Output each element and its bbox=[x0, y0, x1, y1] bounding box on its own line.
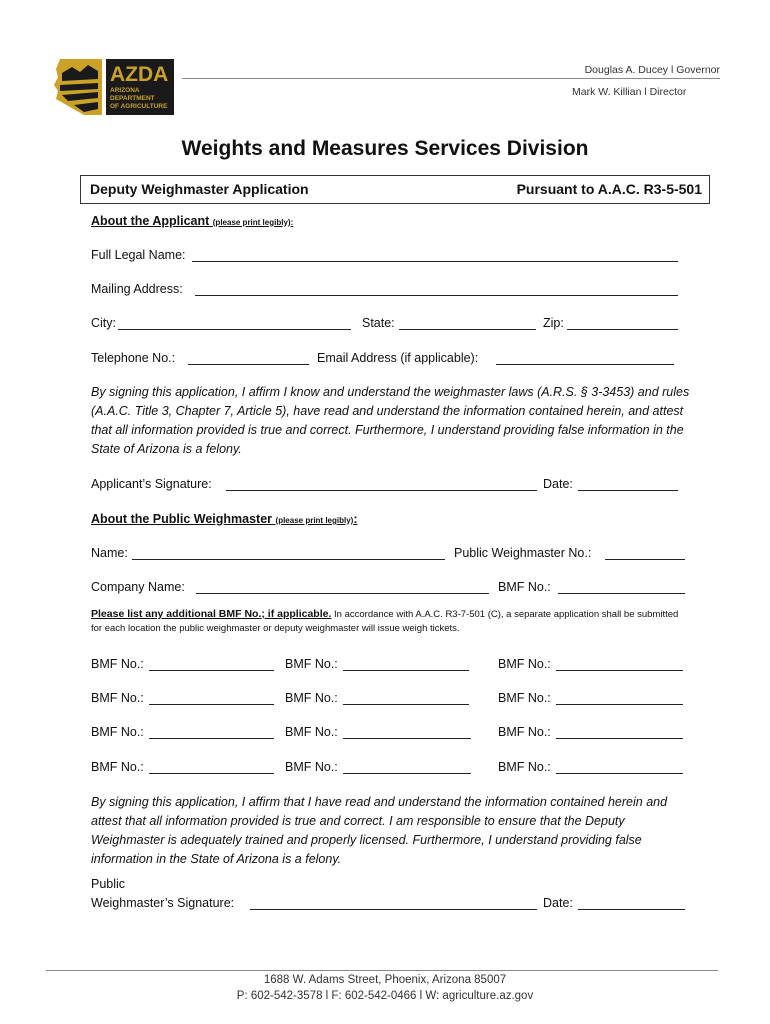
bmf-field[interactable] bbox=[558, 580, 685, 594]
application-title-box bbox=[80, 175, 710, 204]
applicant-section-heading bbox=[91, 214, 293, 228]
full-legal-name-label: Full Legal Name: bbox=[91, 248, 186, 262]
state-label: State: bbox=[362, 316, 395, 330]
email-label: Email Address (if applicable): bbox=[317, 351, 479, 365]
applicant-signature-label: Applicant’s Signature: bbox=[91, 477, 212, 491]
bmf-label: BMF No.: bbox=[498, 580, 551, 594]
pw-number-field[interactable] bbox=[605, 546, 685, 560]
footer-divider bbox=[46, 970, 718, 971]
additional-bmf-heading: Please list any additional BMF No.; if applicable. bbox=[91, 608, 332, 620]
bmf-label-r3c1: BMF No.: bbox=[91, 725, 144, 739]
company-name-label: Company Name: bbox=[91, 580, 185, 594]
city-field[interactable] bbox=[118, 316, 351, 330]
additional-bmf-note bbox=[91, 607, 691, 636]
pw-signature-label-line2: Weighmaster’s Signature: bbox=[91, 896, 235, 910]
email-field[interactable] bbox=[496, 351, 674, 365]
footer-address: 1688 W. Adams Street, Phoenix, Arizona 85007 bbox=[263, 974, 507, 986]
bmf-label-r2c1: BMF No.: bbox=[91, 691, 144, 705]
applicant-heading-text: About the Applicant bbox=[91, 214, 210, 228]
bmf-label-r4c1: BMF No.: bbox=[91, 760, 144, 774]
state-field[interactable] bbox=[399, 316, 536, 330]
additional-bmf-text: In accordance with A.A.C. R3-7-501 (C), a separate application shall be submitted for each location the public weighmaster or deputy weighmaster will issue weigh tickets. bbox=[91, 609, 679, 634]
bmf-field-r1c3[interactable] bbox=[556, 657, 683, 671]
applicant-date-label: Date: bbox=[543, 477, 573, 491]
bmf-field-r2c1[interactable] bbox=[149, 691, 274, 705]
company-name-field[interactable] bbox=[196, 580, 489, 594]
bmf-label-r1c2: BMF No.: bbox=[285, 657, 338, 671]
logo-subtext-3: OF AGRICULTURE bbox=[110, 103, 168, 110]
pw-number-label: Public Weighmaster No.: bbox=[454, 546, 592, 560]
bmf-field-r1c2[interactable] bbox=[343, 657, 469, 671]
bmf-field-r2c2[interactable] bbox=[343, 691, 469, 705]
header-divider bbox=[182, 78, 720, 79]
azda-logo bbox=[52, 55, 176, 117]
pw-name-label: Name: bbox=[91, 546, 128, 560]
pw-signature-field[interactable] bbox=[250, 896, 537, 910]
logo-wordmark: AZDA bbox=[110, 63, 169, 86]
public-heading-note: (please print legibly) bbox=[275, 516, 354, 525]
public-heading-colon: : bbox=[353, 512, 358, 526]
bmf-field-r3c3[interactable] bbox=[556, 725, 683, 739]
director-name: Mark W. Killian l Director bbox=[572, 86, 687, 98]
bmf-label-r1c3: BMF No.: bbox=[498, 657, 551, 671]
pw-date-label: Date: bbox=[543, 896, 573, 910]
pursuant-reference: Pursuant to A.A.C. R3-5-501 bbox=[516, 181, 702, 197]
bmf-field-r4c1[interactable] bbox=[149, 760, 274, 774]
public-heading-text: About the Public Weighmaster bbox=[91, 512, 273, 526]
logo-subtext-2: DEPARTMENT bbox=[110, 95, 155, 102]
bmf-label-r3c3: BMF No.: bbox=[498, 725, 551, 739]
pw-name-field[interactable] bbox=[132, 546, 445, 560]
footer-contact: P: 602-542-3578 l F: 602-542-0466 l W: agriculture.az.gov bbox=[236, 990, 534, 1002]
bmf-field-r1c1[interactable] bbox=[149, 657, 274, 671]
public-section-heading bbox=[91, 512, 358, 526]
public-affirmation: By signing this application, I affirm that I have read and understand the information contained herein and attest that all information provided is true and correct. I am responsible to ensure that the Deputy Weighmaster is adequately trained and properly licensed. Furthermore, I understand providing false information in the State of Arizona is a felony. bbox=[91, 795, 668, 866]
bmf-field-r3c1[interactable] bbox=[149, 725, 274, 739]
mailing-address-label: Mailing Address: bbox=[91, 282, 183, 296]
applicant-signature-field[interactable] bbox=[226, 477, 537, 491]
telephone-label: Telephone No.: bbox=[91, 351, 176, 365]
telephone-field[interactable] bbox=[188, 351, 309, 365]
city-label: City: bbox=[91, 316, 116, 330]
pw-signature-label-line1: Public bbox=[91, 877, 126, 891]
application-name: Deputy Weighmaster Application bbox=[90, 181, 309, 197]
bmf-label-r1c1: BMF No.: bbox=[91, 657, 144, 671]
governor-name: Douglas A. Ducey l Governor bbox=[584, 64, 720, 76]
bmf-field-r4c2[interactable] bbox=[343, 760, 471, 774]
applicant-heading-note: (please print legibly): bbox=[212, 218, 294, 227]
mailing-address-field[interactable] bbox=[195, 282, 678, 296]
pw-date-field[interactable] bbox=[578, 896, 685, 910]
logo-subtext-1: ARIZONA bbox=[110, 87, 140, 94]
bmf-field-r2c3[interactable] bbox=[556, 691, 683, 705]
applicant-date-field[interactable] bbox=[578, 477, 678, 491]
zip-field[interactable] bbox=[567, 316, 678, 330]
bmf-label-r2c2: BMF No.: bbox=[285, 691, 338, 705]
bmf-label-r2c3: BMF No.: bbox=[498, 691, 551, 705]
page-title: Weights and Measures Services Division bbox=[181, 137, 589, 160]
bmf-label-r4c2: BMF No.: bbox=[285, 760, 338, 774]
full-legal-name-field[interactable] bbox=[192, 248, 678, 262]
bmf-label-r4c3: BMF No.: bbox=[498, 760, 551, 774]
bmf-field-r4c3[interactable] bbox=[556, 760, 683, 774]
applicant-affirmation: By signing this application, I affirm I know and understand the weighmaster laws (A.R.S. § 3-3453) and rules (A.A.C. Title 3, Chapter 7, Article 5), have read and understand the information contained herein, and attest that all information provided is true and correct. Furthermore, I understand providing false information in the State of Arizona is a felony. bbox=[91, 385, 690, 456]
bmf-field-r3c2[interactable] bbox=[343, 725, 471, 739]
bmf-label-r3c2: BMF No.: bbox=[285, 725, 338, 739]
zip-label: Zip: bbox=[543, 316, 564, 330]
